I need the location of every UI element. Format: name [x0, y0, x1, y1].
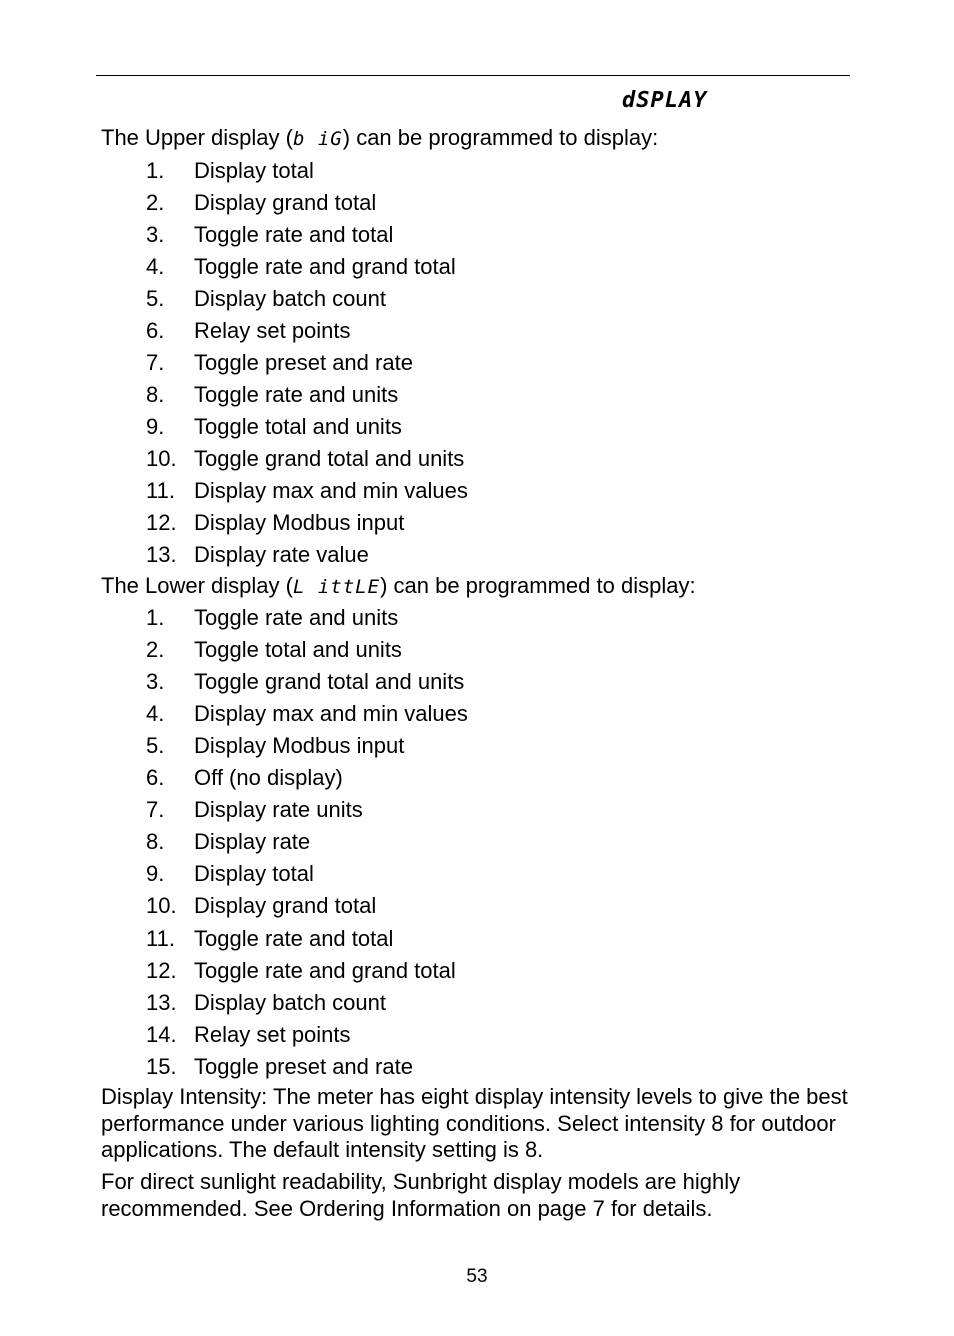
list-item-number: 10. — [146, 446, 177, 471]
list-item-number: 2. — [146, 190, 165, 215]
list-item-text: Toggle rate and grand total — [194, 254, 456, 279]
page-number: 53 — [466, 1266, 488, 1287]
list-item-text: Relay set points — [194, 318, 351, 343]
list-item-text: Display total — [194, 158, 314, 183]
list-item-text: Display rate units — [194, 797, 363, 823]
list-item-text: Toggle rate and total — [194, 222, 394, 247]
intensity-paragraph: Display Intensity: The meter has eight display intensity levels to give the best performance under various lighting conditions. Select intensity 8 for outdoor applications. The default intensity setting is 8. — [101, 1084, 848, 1162]
list-item-number: 8. — [146, 829, 165, 855]
list-item-number: 3. — [146, 222, 165, 247]
list-item-text: Relay set points — [194, 1021, 351, 1047]
upper-display-code: b iG — [292, 128, 343, 150]
list-item-number: 1. — [146, 158, 165, 183]
list-item-number: 4. — [146, 701, 165, 727]
list-item-number: 8. — [146, 382, 165, 407]
list-item-number: 6. — [146, 318, 165, 343]
list-item-number: 4. — [146, 254, 165, 279]
list-item-number: 7. — [146, 350, 165, 375]
lower-display-intro — [101, 573, 696, 600]
list-item-number: 5. — [146, 286, 165, 311]
list-item-text: Toggle grand total and units — [194, 446, 465, 471]
list-item-text: Display grand total — [194, 893, 377, 919]
lower-intro-after: ) can be programmed to display: — [380, 573, 696, 598]
sunlight-paragraph: For direct sunlight readability, Sunbright display models are highly recommended. See Ordering Information on page 7 for details. — [101, 1169, 741, 1221]
list-item-number: 10. — [146, 893, 177, 919]
list-item-text: Toggle total and units — [194, 414, 402, 439]
list-item-text: Display max and min values — [194, 701, 468, 727]
section-code-heading: dSPLAY — [622, 88, 708, 113]
list-item-number: 11. — [146, 478, 175, 503]
lower-intro-before: The Lower display ( — [101, 573, 293, 598]
list-item-number: 1. — [146, 605, 165, 630]
list-item-text: Toggle preset and rate — [194, 350, 413, 375]
list-item-text: Display rate — [194, 829, 311, 855]
list-item-text: Display batch count — [194, 989, 386, 1015]
list-item-text: Off (no display) — [194, 765, 343, 791]
list-item-number: 15. — [146, 1053, 177, 1079]
list-item-text: Toggle rate and total — [194, 925, 394, 951]
list-item-number: 9. — [146, 861, 165, 887]
list-item-text: Display total — [194, 861, 314, 887]
list-item-text: Display Modbus input — [194, 510, 405, 535]
list-item-text: Toggle preset and rate — [194, 1053, 413, 1079]
list-item-number: 3. — [146, 669, 165, 695]
list-item-number: 7. — [146, 797, 165, 823]
list-item-text: Toggle total and units — [194, 637, 402, 663]
list-item-number: 12. — [146, 510, 177, 535]
list-item-number: 14. — [146, 1021, 177, 1047]
list-item-number: 13. — [146, 542, 177, 567]
list-item-number: 11. — [146, 925, 175, 951]
list-item-number: 13. — [146, 989, 177, 1015]
list-item-text: Toggle grand total and units — [194, 669, 465, 695]
list-item-number: 5. — [146, 733, 165, 759]
list-item-text: Toggle rate and units — [194, 382, 399, 407]
list-item-text: Display Modbus input — [194, 733, 405, 759]
list-item-number: 6. — [146, 765, 165, 791]
list-item-text: Toggle rate and grand total — [194, 957, 456, 983]
list-item-text: Display batch count — [194, 286, 386, 311]
list-item-text: Toggle rate and units — [194, 605, 399, 630]
upper-intro-before: The Upper display ( — [101, 125, 293, 150]
list-item-text: Display max and min values — [194, 478, 468, 503]
list-item-number: 9. — [146, 414, 165, 439]
upper-intro-after: ) can be programmed to display: — [342, 125, 659, 150]
upper-display-intro — [101, 125, 658, 152]
header-rule — [96, 75, 850, 76]
list-item-text: Display rate value — [194, 542, 369, 567]
lower-display-code: L ittLE — [292, 576, 381, 598]
list-item-number: 12. — [146, 957, 177, 983]
list-item-text: Display grand total — [194, 190, 377, 215]
list-item-number: 2. — [146, 637, 165, 663]
